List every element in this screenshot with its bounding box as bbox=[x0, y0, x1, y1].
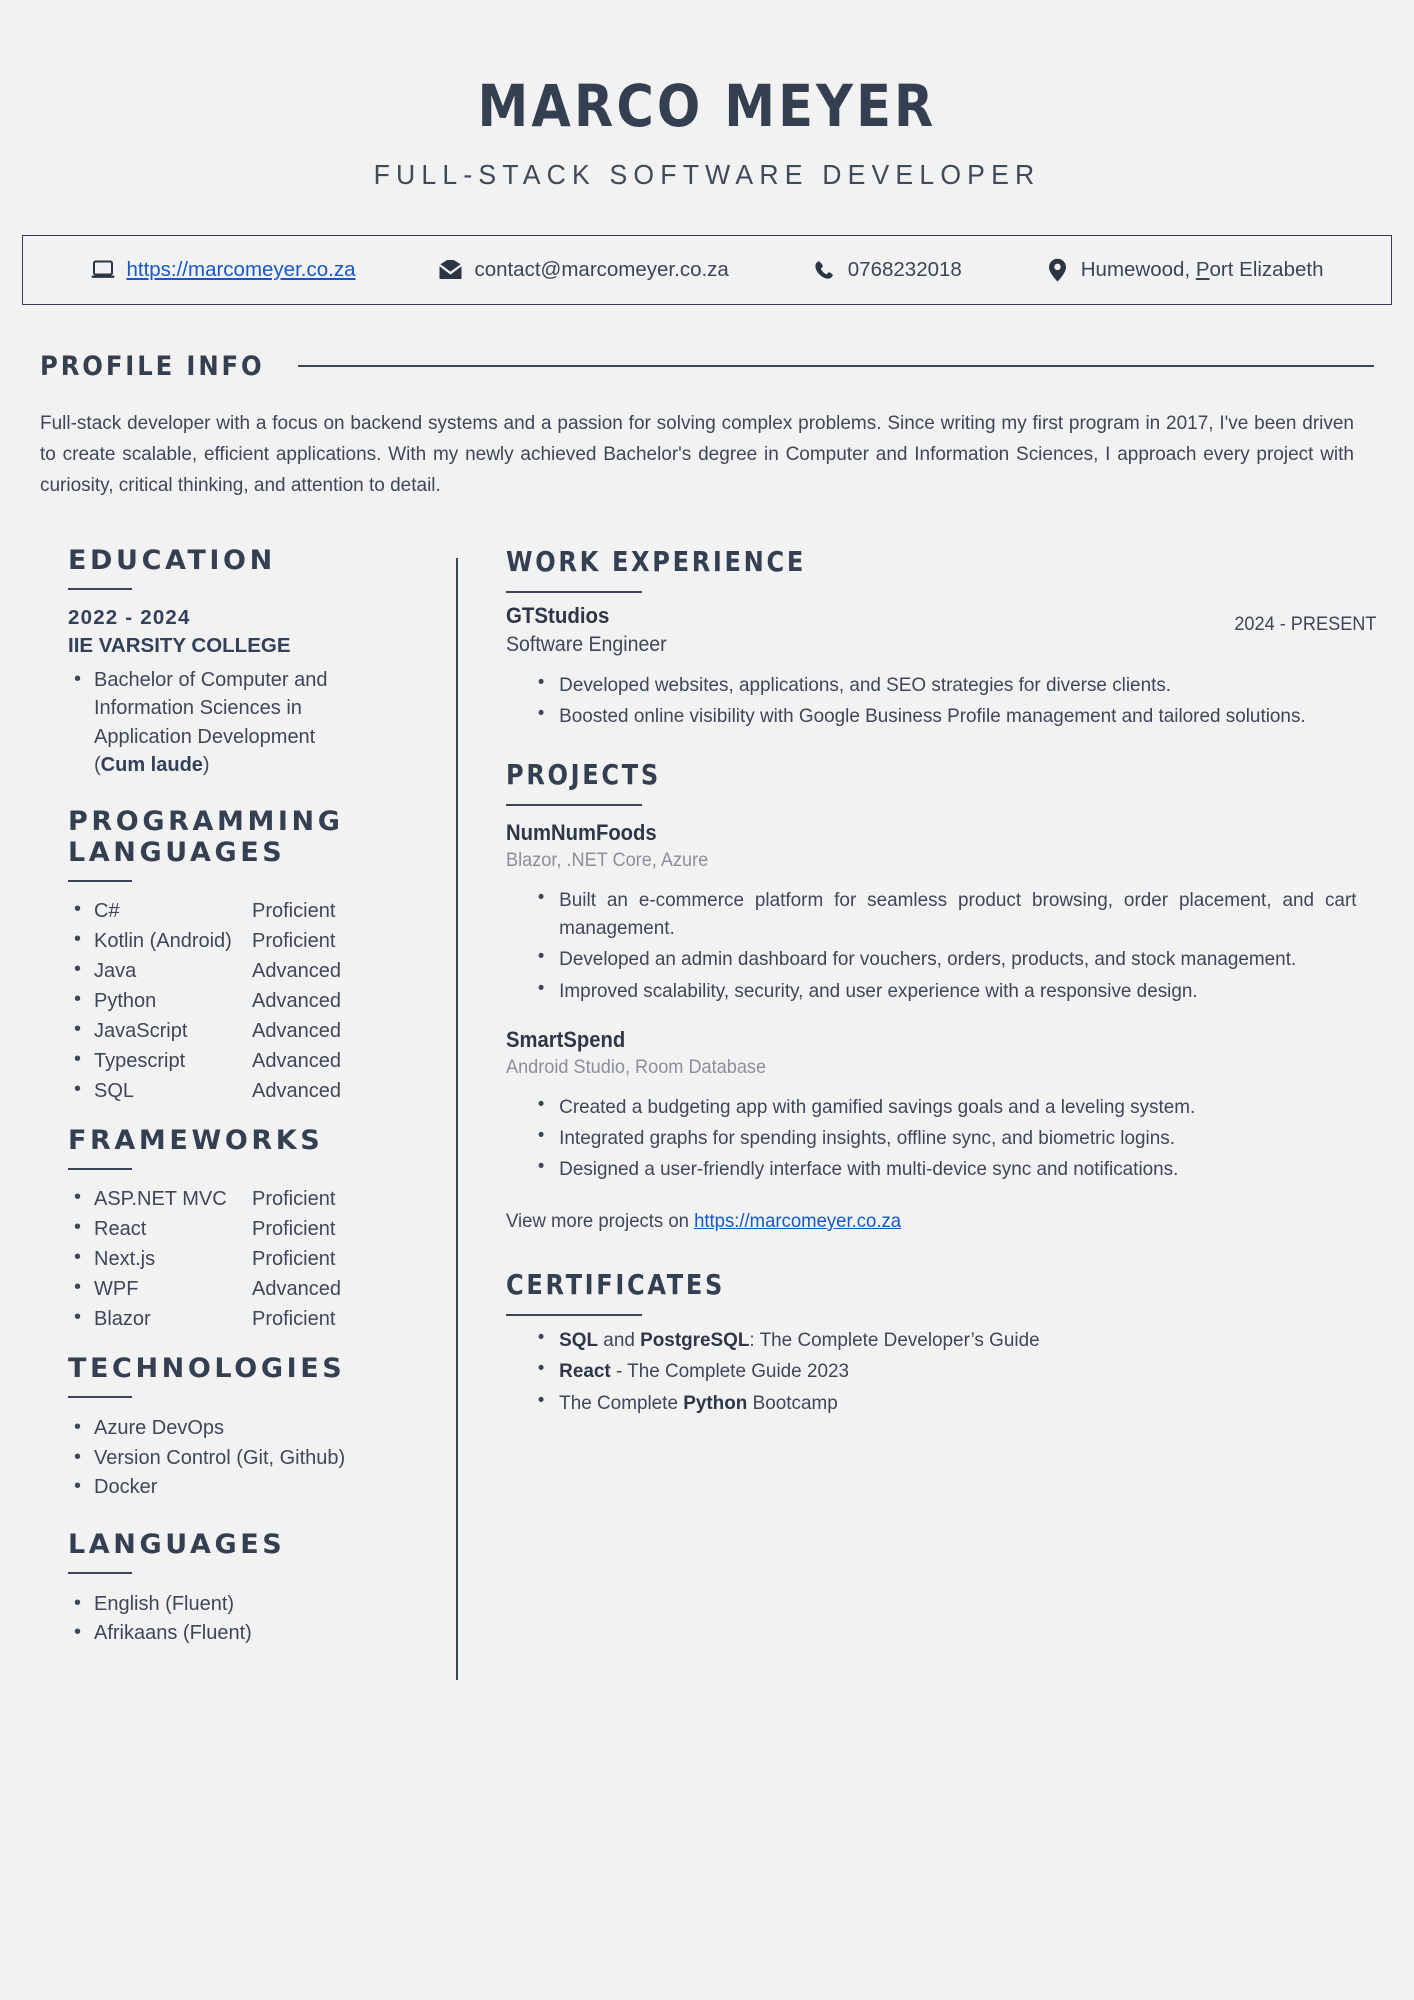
list-item: • ASP.NET MVC Proficient bbox=[68, 1186, 442, 1212]
technologies-heading: TECHNOLOGIES bbox=[68, 1353, 346, 1385]
languages-rule bbox=[68, 1572, 132, 1574]
work-experience-section bbox=[506, 546, 1382, 731]
project-bullets bbox=[506, 1093, 1382, 1184]
project-name: SmartSpend bbox=[506, 1026, 626, 1052]
list-item: • Integrated graphs for spending insights, offline sync, and biometric logins. bbox=[532, 1124, 1357, 1152]
email-text: contact@marcomeyer.co.za bbox=[474, 257, 729, 281]
education-section bbox=[68, 546, 442, 780]
technologies-list bbox=[68, 1414, 442, 1501]
programming-languages-section bbox=[68, 807, 442, 1103]
education-details bbox=[68, 666, 442, 780]
certificates-list bbox=[506, 1326, 1382, 1417]
education-dates: 2022 - 2024 bbox=[68, 605, 191, 629]
languages-section bbox=[68, 1530, 442, 1648]
list-item: • Bachelor of Computer and Information Sciences in Application Development (Cum laude) bbox=[68, 666, 442, 780]
job-entry bbox=[506, 603, 1382, 731]
list-item: • Created a budgeting app with gamified savings goals and a leveling system. bbox=[532, 1093, 1357, 1121]
list-item: • Developed websites, applications, and SEO strategies for diverse clients. bbox=[532, 671, 1357, 699]
list-item: • Developed an admin dashboard for vouchers, orders, products, and stock management. bbox=[532, 945, 1357, 973]
list-item: • SQL Advanced bbox=[68, 1078, 442, 1104]
website-link[interactable]: https://marcomeyer.co.za bbox=[126, 257, 356, 281]
job-company: GTStudios bbox=[506, 603, 610, 628]
location-text: Humewood, Port Elizabeth bbox=[1080, 257, 1324, 281]
list-item: • SQL and PostgreSQL: The Complete Developer’s Guide bbox=[532, 1326, 1357, 1354]
education-honors: Cum laude bbox=[100, 754, 203, 777]
list-item: • Java Advanced bbox=[68, 958, 442, 984]
programming-languages-heading: PROGRAMMING LANGUAGES bbox=[68, 806, 344, 868]
list-item: • Built an e-commerce platform for seamless product browsing, order placement, and cart management. bbox=[532, 886, 1357, 943]
languages-heading: LANGUAGES bbox=[68, 1528, 286, 1560]
education-heading: EDUCATION bbox=[68, 544, 276, 576]
project-stack: Android Studio, Room Database bbox=[506, 1055, 767, 1078]
projects-rule bbox=[506, 804, 642, 806]
list-item: • React Proficient bbox=[68, 1216, 442, 1242]
list-item: • Boosted online visibility with Google Business Profile management and tailored solutions. bbox=[532, 702, 1357, 730]
portfolio-link[interactable]: https://marcomeyer.co.za bbox=[694, 1209, 902, 1232]
right-column bbox=[452, 546, 1382, 1649]
list-item: • The Complete Python Bootcamp bbox=[532, 1389, 1357, 1417]
list-item: • WPF Advanced bbox=[68, 1276, 442, 1302]
phone-icon bbox=[812, 258, 837, 281]
resume-header bbox=[22, 0, 1392, 191]
job-bullets bbox=[506, 671, 1382, 731]
languages-list bbox=[68, 1590, 442, 1648]
certificates-heading: CERTIFICATES bbox=[506, 1267, 726, 1301]
work-experience-heading: WORK EXPERIENCE bbox=[506, 544, 806, 578]
profile-section bbox=[22, 351, 1392, 502]
map-pin-icon bbox=[1045, 258, 1070, 281]
frameworks-list bbox=[68, 1186, 442, 1332]
job-subtitle: FULL-STACK SOFTWARE DEVELOPER bbox=[373, 158, 1041, 190]
contact-phone[interactable] bbox=[812, 258, 962, 282]
list-item: • Next.js Proficient bbox=[68, 1246, 442, 1272]
programming-languages-list bbox=[68, 898, 442, 1104]
list-item: • Afrikaans (Fluent) bbox=[68, 1619, 442, 1647]
project-entry bbox=[506, 820, 1382, 1005]
project-entry bbox=[506, 1027, 1382, 1184]
contact-bar bbox=[22, 235, 1392, 305]
list-item: • Python Advanced bbox=[68, 988, 442, 1014]
project-bullets bbox=[506, 886, 1382, 1005]
contact-location bbox=[1045, 258, 1324, 282]
content-columns bbox=[22, 546, 1392, 1649]
project-stack: Blazor, .NET Core, Azure bbox=[506, 848, 709, 871]
job-header bbox=[506, 603, 1382, 657]
list-item: • English (Fluent) bbox=[68, 1590, 442, 1618]
programming-languages-rule bbox=[68, 880, 132, 882]
project-name: NumNumFoods bbox=[506, 819, 657, 845]
education-heading-rule bbox=[68, 588, 132, 590]
education-school: IIE VARSITY COLLEGE bbox=[68, 633, 291, 657]
view-more-projects: View more projects on https://marcomeyer.co.za bbox=[506, 1209, 902, 1232]
list-item: • Designed a user-friendly interface with multi-device sync and notifications. bbox=[532, 1155, 1357, 1183]
contact-email[interactable] bbox=[438, 258, 728, 282]
profile-heading: PROFILE INFO bbox=[40, 350, 265, 382]
location-initial: P bbox=[1195, 257, 1210, 281]
work-experience-rule bbox=[506, 591, 642, 593]
list-item: • Version Control (Git, Github) bbox=[68, 1444, 442, 1472]
job-role: Software Engineer bbox=[506, 633, 667, 656]
column-divider bbox=[456, 558, 458, 1680]
projects-section bbox=[506, 759, 1382, 1233]
profile-heading-row bbox=[40, 351, 1374, 382]
projects-heading: PROJECTS bbox=[506, 757, 661, 791]
list-item: • Azure DevOps bbox=[68, 1414, 442, 1442]
certificates-section bbox=[506, 1269, 1382, 1417]
list-item: • Blazor Proficient bbox=[68, 1306, 442, 1332]
frameworks-section bbox=[68, 1126, 442, 1332]
envelope-icon bbox=[438, 258, 463, 281]
phone-text: 0768232018 bbox=[847, 257, 962, 281]
frameworks-heading: FRAMEWORKS bbox=[68, 1124, 324, 1156]
page-title: MARCO MEYER bbox=[477, 72, 937, 140]
profile-heading-rule bbox=[298, 365, 1374, 367]
list-item: • Improved scalability, security, and user experience with a responsive design. bbox=[532, 977, 1357, 1005]
contact-website[interactable] bbox=[90, 258, 355, 282]
list-item: • Docker bbox=[68, 1473, 442, 1501]
laptop-icon bbox=[90, 258, 115, 281]
left-column bbox=[32, 546, 452, 1649]
list-item: • React - The Complete Guide 2023 bbox=[532, 1357, 1357, 1385]
frameworks-rule bbox=[68, 1168, 132, 1170]
list-item: • Kotlin (Android) Proficient bbox=[68, 928, 442, 954]
certificates-rule bbox=[506, 1314, 642, 1316]
list-item: • JavaScript Advanced bbox=[68, 1018, 442, 1044]
job-dates: 2024 - PRESENT bbox=[1234, 613, 1377, 635]
list-item: • C# Proficient bbox=[68, 898, 442, 924]
profile-text: Full-stack developer with a focus on backend systems and a passion for solving complex problems. Since writing my first program in 2017, I've been driven to create scalable, efficient applications. With my newly achieved Bachelor's degree in Computer and Information Sciences, I approach every project with curiosity, critical thinking, and attention to detail. bbox=[40, 412, 1354, 497]
list-item: • Typescript Advanced bbox=[68, 1048, 442, 1074]
technologies-rule bbox=[68, 1396, 132, 1398]
technologies-section bbox=[68, 1354, 442, 1501]
